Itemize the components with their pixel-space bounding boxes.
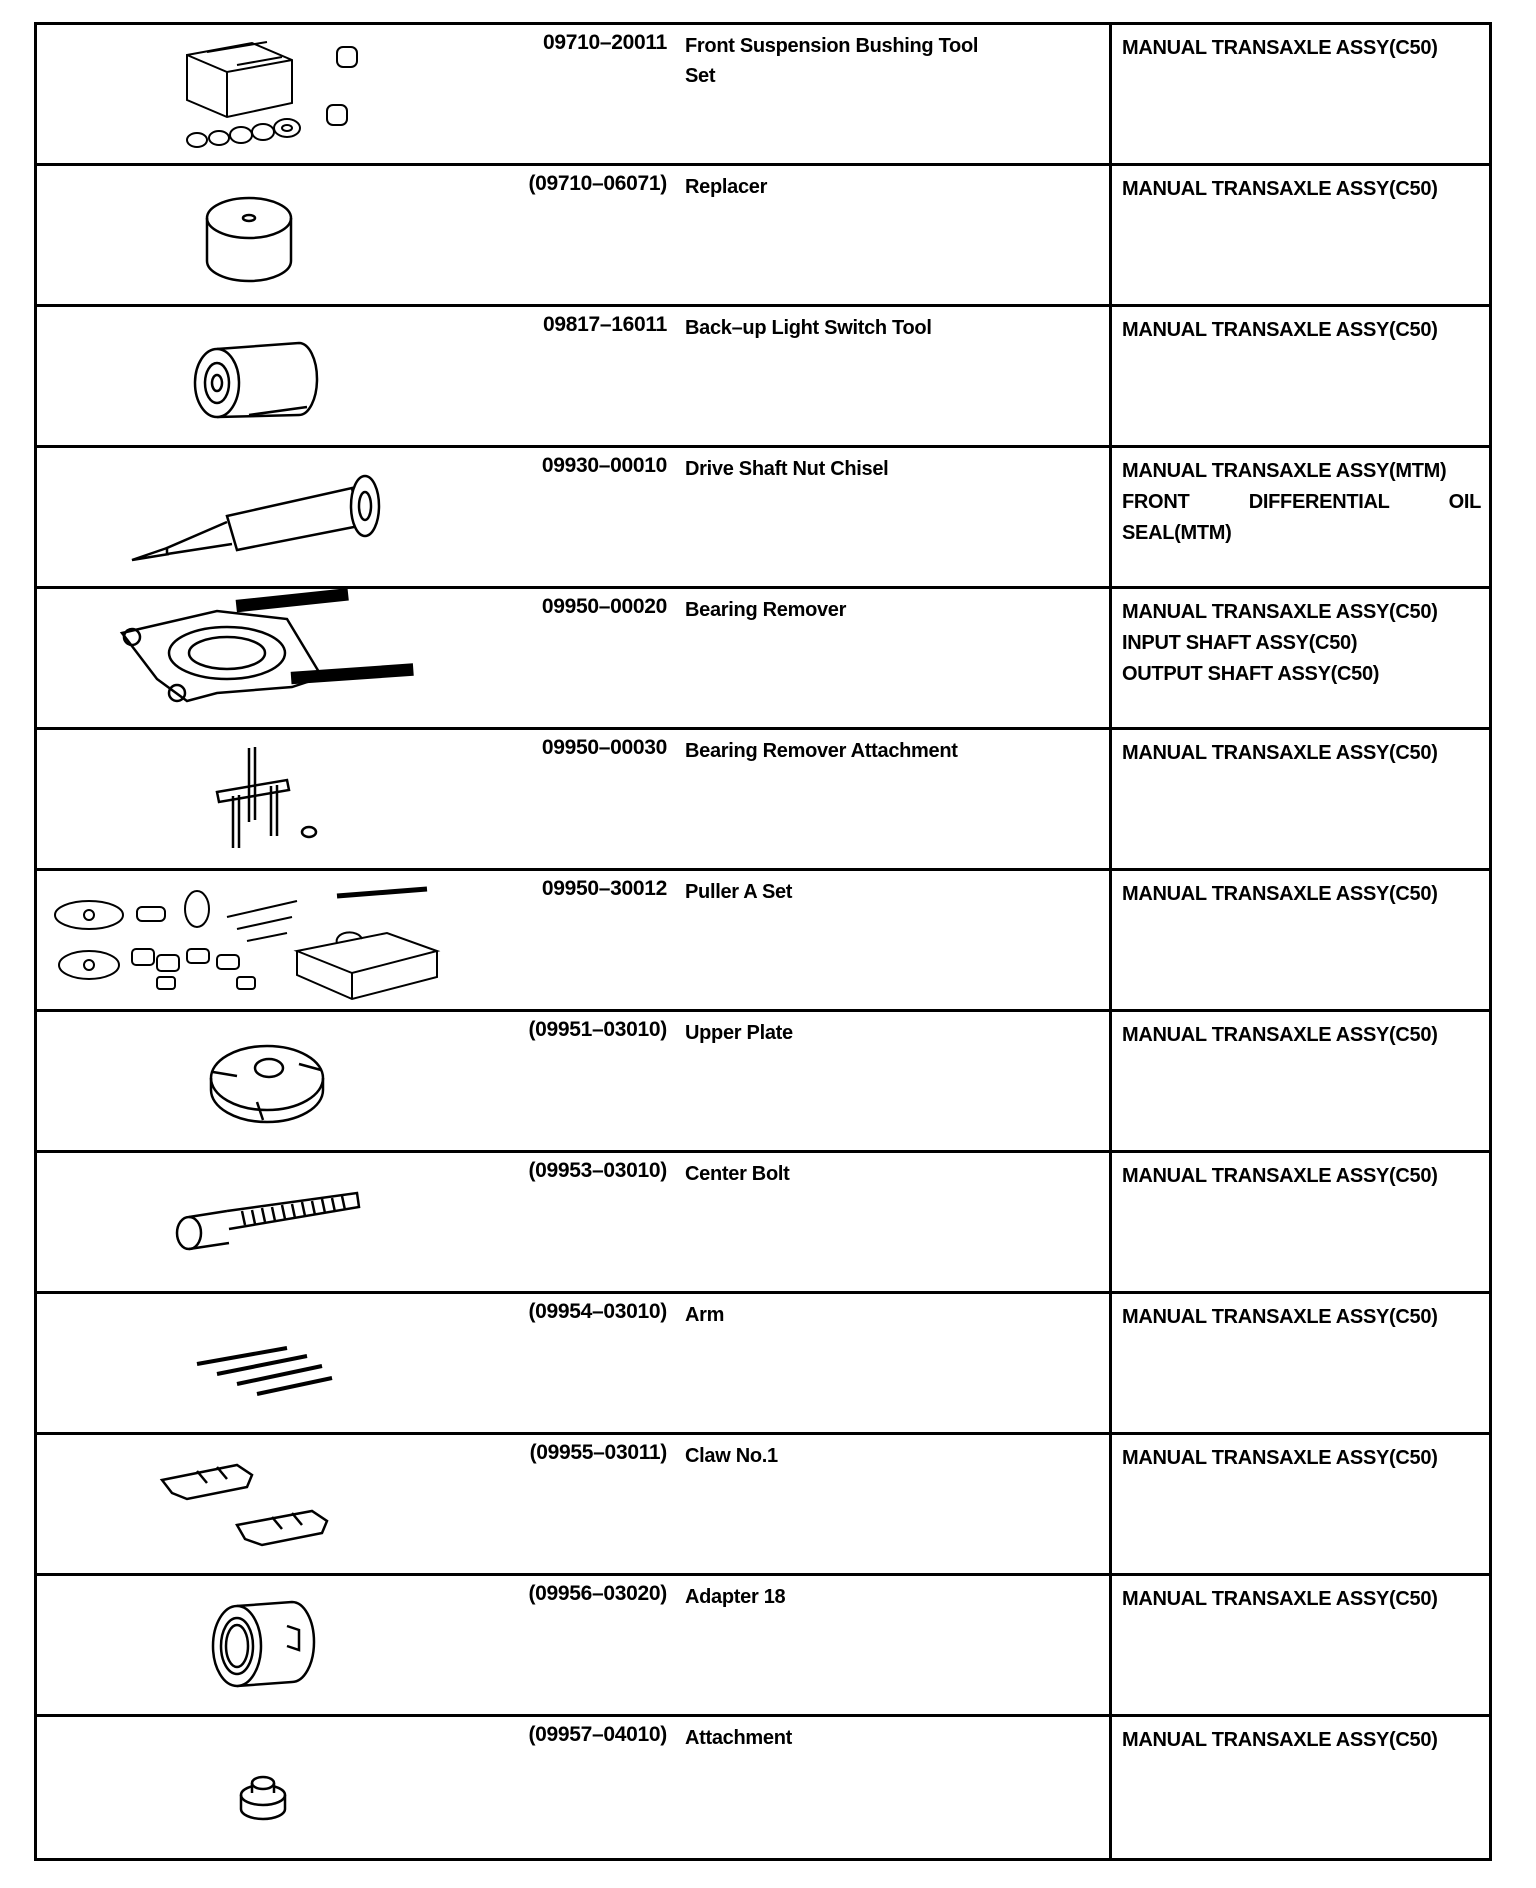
table-row (36, 588, 1491, 729)
tool-name: Puller A Set (685, 881, 793, 903)
tool-name: Front Suspension Bushing Tool Set (685, 35, 979, 87)
table-row (36, 1434, 1491, 1575)
center-bolt-icon (37, 1153, 457, 1291)
adapter-icon (37, 1576, 457, 1714)
usage-line: MANUAL TRANSAXLE ASSY(C50) (1122, 601, 1438, 623)
usage-line: MANUAL TRANSAXLE ASSY(C50) (1122, 742, 1438, 764)
table-row (36, 1152, 1491, 1293)
usage-line: FRONT DIFFERENTIAL OIL (1122, 491, 1481, 513)
part-number: (09956–03020) (528, 1582, 667, 1605)
part-number: 09710–20011 (542, 31, 667, 54)
usage-cell (1111, 729, 1491, 870)
tool-name: Replacer (685, 176, 768, 198)
special-tools-table (34, 22, 1492, 1861)
usage-cell (1111, 1011, 1491, 1152)
usage-line: MANUAL TRANSAXLE ASSY(C50) (1122, 37, 1438, 59)
part-number: (09710–06071) (528, 172, 667, 195)
usage-cell (1111, 165, 1491, 306)
puller-set-icon (37, 871, 457, 1009)
usage-line: MANUAL TRANSAXLE ASSY(C50) (1122, 1165, 1438, 1187)
table-row (36, 306, 1491, 447)
usage-cell (1111, 1575, 1491, 1716)
part-number: (09953–03010) (528, 1159, 667, 1182)
tool-name: Claw No.1 (685, 1445, 778, 1467)
tool-name: Back–up Light Switch Tool (685, 317, 932, 339)
bushing-tool-set-icon (37, 25, 457, 163)
tool-name: Adapter 18 (685, 1586, 786, 1608)
upper-plate-icon (37, 1012, 457, 1150)
usage-line: MANUAL TRANSAXLE ASSY(C50) (1122, 319, 1438, 341)
arm-rods-icon (37, 1294, 457, 1432)
usage-line: MANUAL TRANSAXLE ASSY(C50) (1122, 1729, 1438, 1751)
part-number: (09957–04010) (528, 1723, 667, 1746)
usage-line: SEAL(MTM) (1122, 522, 1232, 544)
tool-name: Arm (685, 1304, 725, 1326)
tool-name: Center Bolt (685, 1163, 790, 1185)
usage-line: MANUAL TRANSAXLE ASSY(C50) (1122, 1306, 1438, 1328)
usage-cell (1111, 24, 1491, 165)
usage-cell (1111, 306, 1491, 447)
usage-cell (1111, 588, 1491, 729)
table-row (36, 24, 1491, 165)
chisel-icon (37, 448, 457, 586)
table-row (36, 447, 1491, 588)
usage-cell (1111, 1293, 1491, 1434)
part-number: 09817–16011 (542, 313, 667, 336)
tool-name: Attachment (685, 1727, 793, 1749)
table-row (36, 1293, 1491, 1434)
usage-cell (1111, 1152, 1491, 1293)
replacer-icon (37, 166, 457, 304)
table-row (36, 870, 1491, 1011)
table-row (36, 1575, 1491, 1716)
usage-cell (1111, 1434, 1491, 1575)
part-number: (09951–03010) (528, 1018, 667, 1041)
switch-socket-icon (37, 307, 457, 445)
usage-line: MANUAL TRANSAXLE ASSY(C50) (1122, 1024, 1438, 1046)
usage-line: MANUAL TRANSAXLE ASSY(C50) (1122, 1447, 1438, 1469)
tool-name: Upper Plate (685, 1022, 793, 1044)
part-number: 09950–30012 (541, 877, 667, 900)
tool-name: Bearing Remover Attachment (685, 740, 958, 762)
special-tools-sheet (34, 22, 1492, 1861)
usage-line: INPUT SHAFT ASSY(C50) (1122, 632, 1358, 654)
usage-line: MANUAL TRANSAXLE ASSY(C50) (1122, 883, 1438, 905)
table-row (36, 1716, 1491, 1860)
tool-name: Drive Shaft Nut Chisel (685, 458, 889, 480)
usage-cell (1111, 447, 1491, 588)
part-number: 09930–00010 (541, 454, 667, 477)
tool-name: Bearing Remover (685, 599, 847, 621)
part-number: (09954–03010) (528, 1300, 667, 1323)
usage-line: MANUAL TRANSAXLE ASSY(MTM) (1122, 460, 1447, 482)
usage-line: MANUAL TRANSAXLE ASSY(C50) (1122, 1588, 1438, 1610)
attachment-icon (37, 1717, 457, 1858)
remover-attachment-icon (37, 730, 457, 868)
usage-cell (1111, 870, 1491, 1011)
part-number: (09955–03011) (529, 1441, 667, 1464)
table-row (36, 729, 1491, 870)
usage-cell (1111, 1716, 1491, 1860)
part-number: 09950–00030 (541, 736, 667, 759)
table-row (36, 165, 1491, 306)
usage-line: MANUAL TRANSAXLE ASSY(C50) (1122, 178, 1438, 200)
table-row (36, 1011, 1491, 1152)
claw-icon (37, 1435, 457, 1573)
bearing-remover-icon (37, 589, 457, 727)
part-number: 09950–00020 (541, 595, 667, 618)
usage-line: OUTPUT SHAFT ASSY(C50) (1122, 663, 1380, 685)
